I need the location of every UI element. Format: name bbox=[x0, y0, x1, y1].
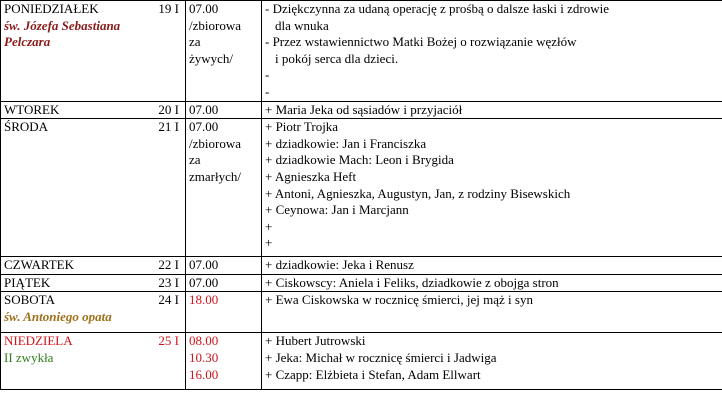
intention: + Antoni, Agnieszka, Augustyn, Jan, z rodziny Bisewskich bbox=[265, 185, 571, 201]
table-row-wednesday bbox=[1, 119, 722, 257]
day-name: NIEDZIELA bbox=[4, 333, 73, 349]
mass-time: 18.00 bbox=[189, 292, 219, 308]
table-row-tuesday bbox=[1, 101, 722, 119]
table-row-thursday bbox=[1, 257, 722, 275]
day-date: 22 I bbox=[158, 257, 179, 273]
intention: + Jeka: Michał w rocznicę śmierci i Jadwiga bbox=[265, 349, 497, 365]
intention: + dziadkowie: Jeka i Renusz bbox=[265, 257, 414, 273]
day-name: CZWARTEK bbox=[4, 257, 74, 273]
intention: + Ewa Ciskowska w rocznicę śmierci, jej mąż i syn bbox=[265, 292, 533, 308]
day-name: PONIEDZIAŁEK bbox=[4, 1, 99, 16]
day-date: 20 I bbox=[158, 101, 179, 117]
intention: + Piotr Trojka bbox=[265, 119, 339, 135]
day-cell bbox=[1, 292, 186, 333]
mass-time: 07.00 bbox=[189, 119, 219, 135]
intentions-cell bbox=[262, 333, 722, 390]
intentions-cell bbox=[262, 119, 722, 257]
intentions-cell bbox=[262, 1, 722, 102]
intention: + Maria Jeka od sąsiadów i przyjaciół bbox=[265, 101, 463, 117]
intention: + bbox=[265, 235, 273, 251]
intention: + bbox=[265, 218, 273, 234]
intention: + Ceynowa: Jan i Marcjann bbox=[265, 202, 409, 218]
time-cell bbox=[186, 119, 262, 257]
mass-time: 16.00 bbox=[189, 366, 219, 382]
day-date: 23 I bbox=[158, 274, 179, 290]
intention: - bbox=[265, 83, 270, 99]
mass-note: /zbiorowa bbox=[189, 135, 241, 151]
day-date: 25 I bbox=[158, 333, 179, 349]
day-date: 21 I bbox=[158, 119, 179, 135]
time-cell bbox=[186, 292, 262, 333]
mass-time: 07.00 bbox=[189, 274, 219, 290]
saint-note: Pelczara bbox=[4, 34, 51, 50]
intention: - Przez wstawiennictwo Matki Bożej o rozwiązanie węzłów bbox=[265, 34, 577, 50]
intention: + Czapp: Elżbieta i Stefan, Adam Ellwart bbox=[265, 366, 481, 382]
day-cell bbox=[1, 274, 186, 292]
day-cell bbox=[1, 119, 186, 257]
day-name: ŚRODA bbox=[4, 119, 49, 135]
table-row-sunday bbox=[1, 333, 722, 390]
saint-note: św. Antoniego opata bbox=[4, 308, 112, 324]
table-row-saturday bbox=[1, 292, 722, 333]
saint-note: św. Józefa Sebastiana bbox=[4, 17, 121, 33]
mass-time: 07.00 bbox=[189, 257, 219, 273]
intentions-cell bbox=[262, 101, 722, 119]
intention: + dziadkowie: Jan i Franciszka bbox=[265, 135, 427, 151]
intention: i pokój serca dla dzieci. bbox=[275, 50, 399, 66]
mass-time: 07.00 bbox=[189, 1, 219, 16]
intention: + Agnieszka Heft bbox=[265, 168, 357, 184]
day-cell bbox=[1, 333, 186, 390]
time-cell bbox=[186, 274, 262, 292]
day-cell bbox=[1, 101, 186, 119]
day-name: SOBOTA bbox=[4, 292, 55, 308]
mass-note: za bbox=[189, 34, 201, 50]
time-cell bbox=[186, 257, 262, 275]
mass-note: za bbox=[189, 152, 201, 168]
intentions-cell bbox=[262, 292, 722, 333]
time-cell bbox=[186, 1, 262, 102]
mass-note: /zbiorowa bbox=[189, 17, 241, 33]
intention: + Hubert Jutrowski bbox=[265, 333, 366, 349]
intentions-cell bbox=[262, 257, 722, 275]
table-row-monday bbox=[1, 1, 722, 102]
liturgical-note: II zwykła bbox=[4, 349, 54, 365]
intention: dla wnuka bbox=[275, 17, 329, 33]
intention: + dziadkowie Mach: Leon i Brygida bbox=[265, 152, 454, 168]
day-cell bbox=[1, 257, 186, 275]
day-cell bbox=[1, 1, 186, 102]
day-name: PIĄTEK bbox=[4, 274, 51, 290]
mass-note: zmarłych/ bbox=[189, 168, 241, 184]
mass-time: 10.30 bbox=[189, 349, 219, 365]
mass-note: żywych/ bbox=[189, 50, 234, 66]
time-cell bbox=[186, 101, 262, 119]
day-date: 19 I bbox=[158, 1, 179, 16]
mass-time: 07.00 bbox=[189, 101, 219, 117]
mass-time: 08.00 bbox=[189, 333, 219, 349]
intention: - bbox=[265, 67, 270, 83]
intention: + Ciskowscy: Aniela i Feliks, dziadkowie z obojga stron bbox=[265, 274, 559, 290]
intentions-cell bbox=[262, 274, 722, 292]
day-date: 24 I bbox=[158, 292, 179, 308]
day-name: WTOREK bbox=[4, 101, 60, 117]
table-row-friday bbox=[1, 274, 722, 292]
intention: - Dziękczynna za udaną operację z prośbą o dalsze łaski i zdrowie bbox=[265, 1, 609, 16]
time-cell bbox=[186, 333, 262, 390]
